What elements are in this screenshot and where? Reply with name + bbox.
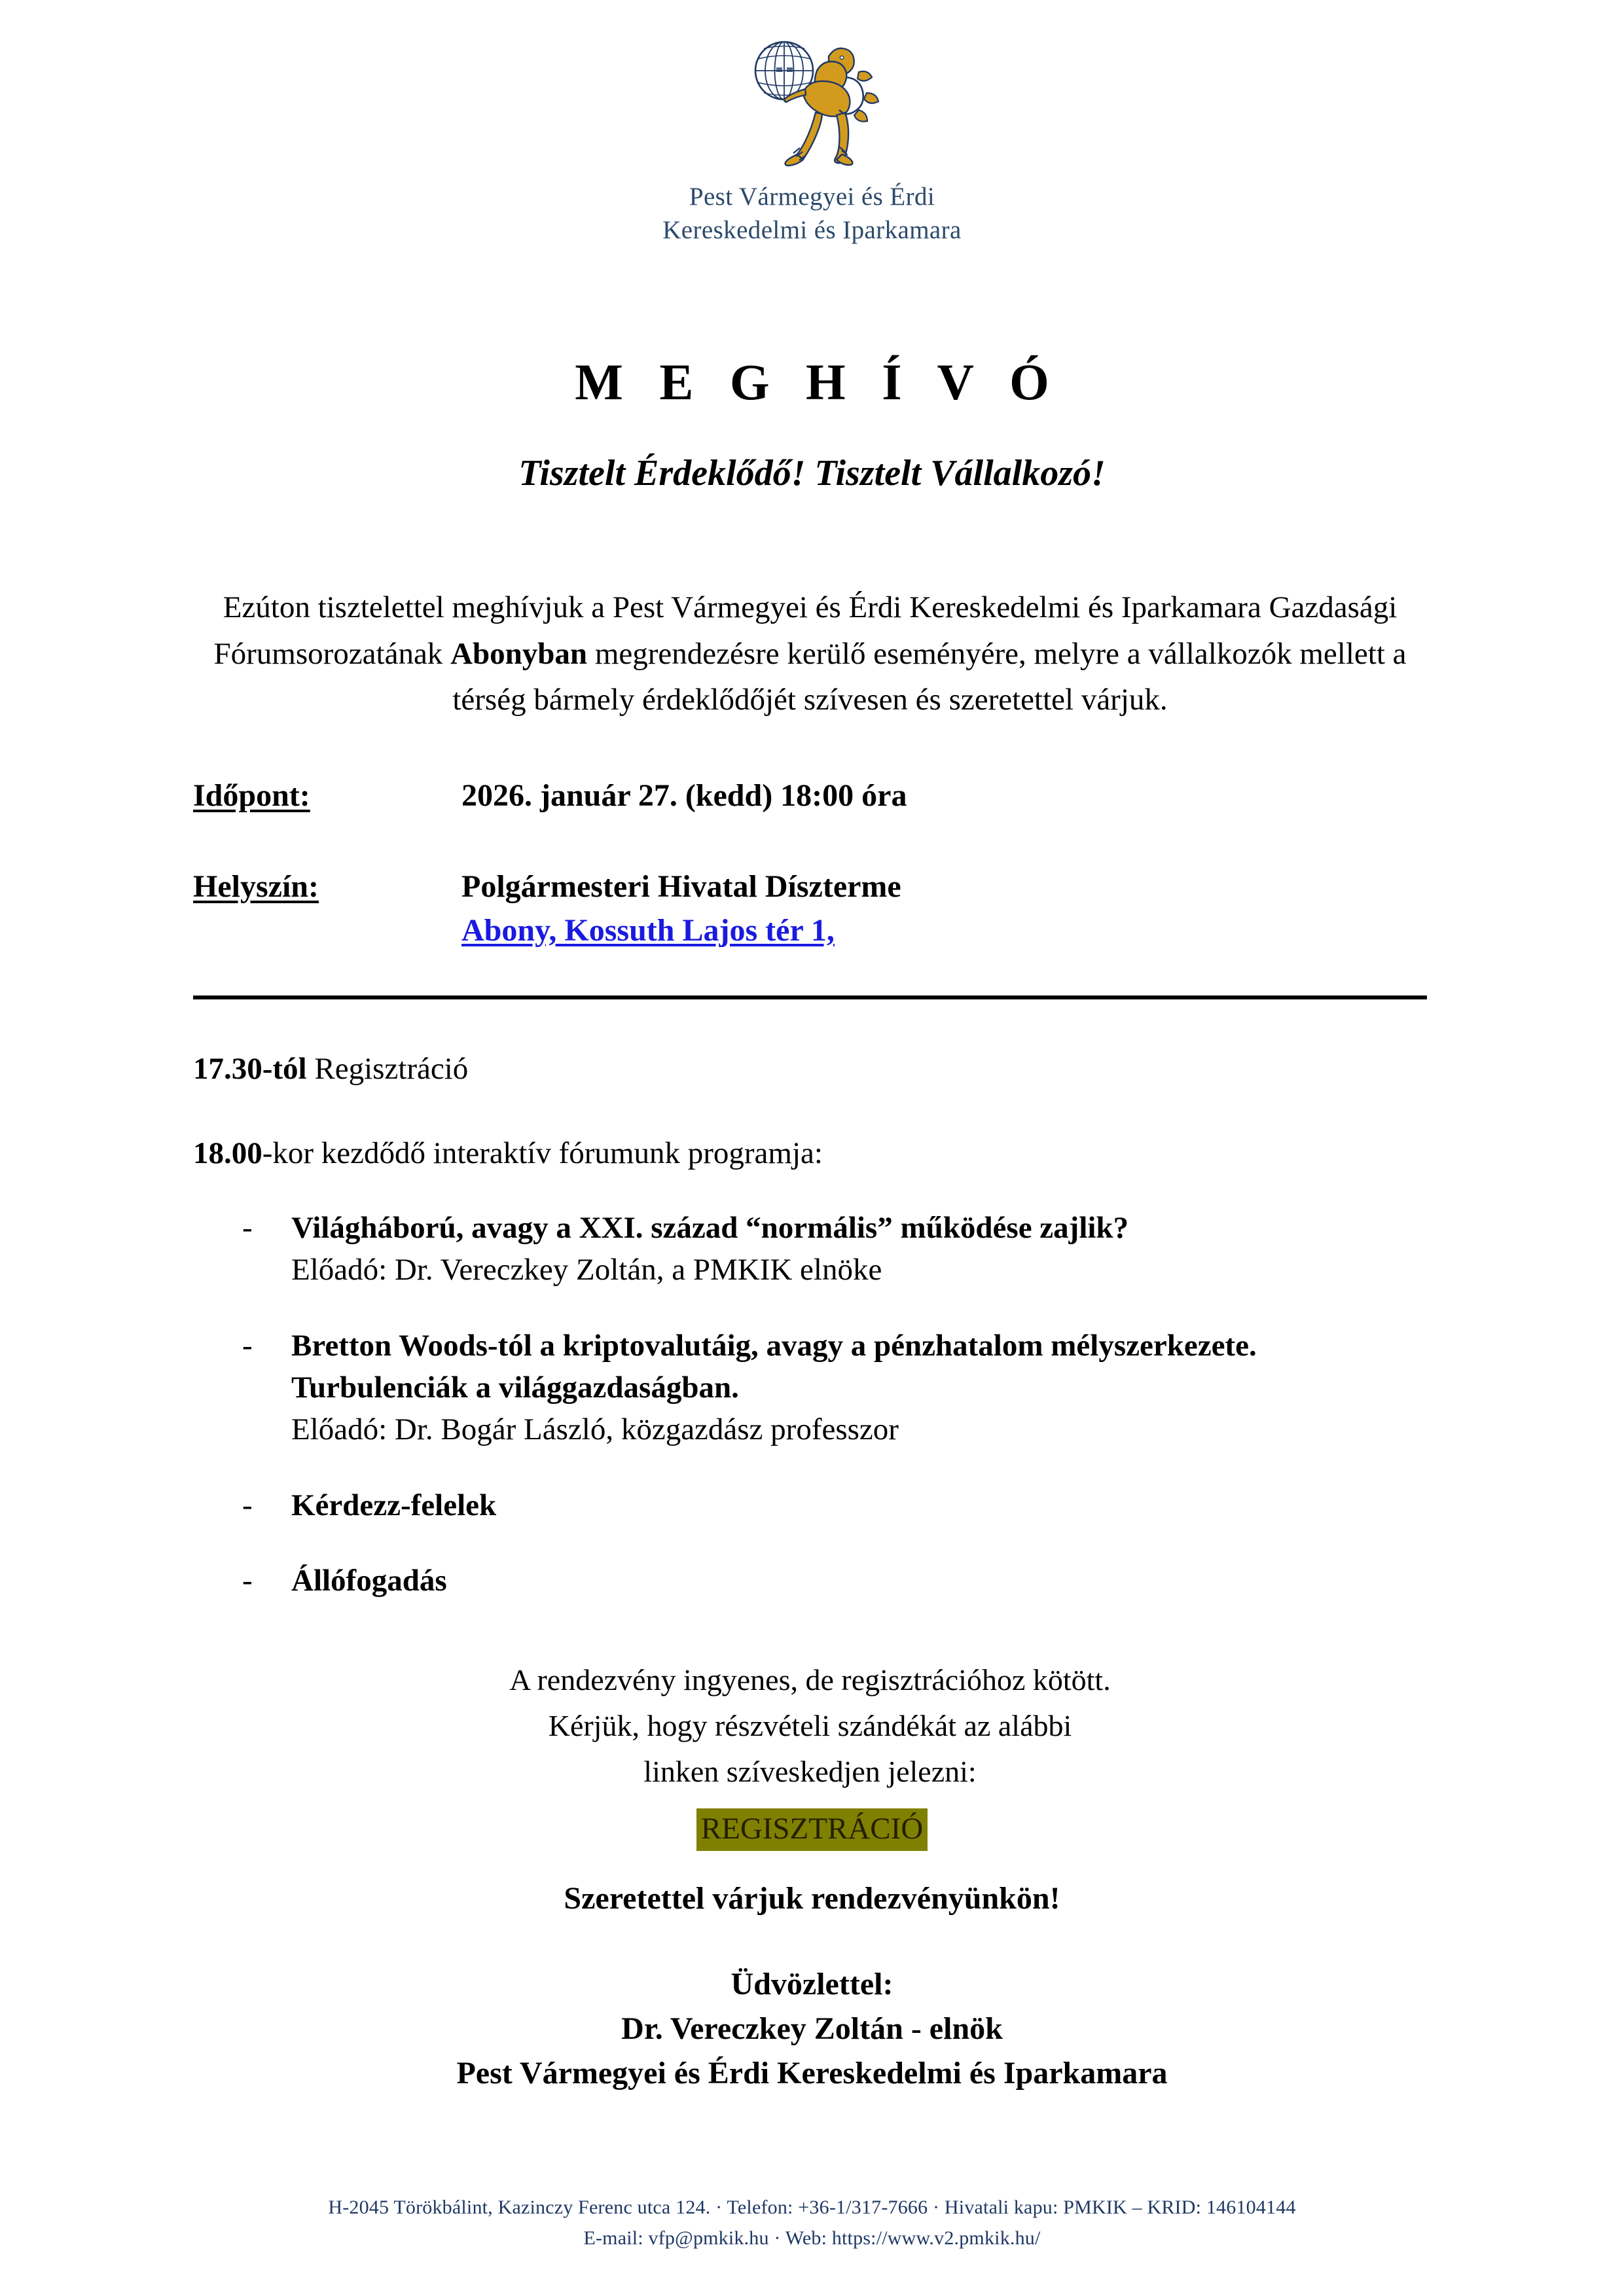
page-subtitle: Tisztelt Érdeklődő! Tisztelt Vállalkozó! — [518, 453, 1106, 493]
closing-line-2: Kérjük, hogy részvételi szándékát az alábbi — [548, 1708, 1072, 1742]
schedule-program-start — [193, 1133, 1427, 1174]
intro-paragraph — [193, 584, 1427, 723]
program-start-text: -kor kezdődő interaktív fórumunk programja: — [262, 1136, 823, 1171]
bullet-dash-icon: - — [242, 1328, 253, 1363]
program-list — [193, 1208, 1427, 1602]
lion-holding-globe-icon — [737, 26, 888, 177]
section-divider — [193, 996, 1427, 999]
closing-line-1: A rendezvény ingyenes, de regisztrációhoz kötött. — [509, 1663, 1111, 1696]
program-item — [193, 1208, 1427, 1291]
farewell-message: Szeretettel várjuk rendezvényünkön! — [564, 1881, 1060, 1916]
program-item-title: Világháború, avagy a XXI. század “normális” működése zajlik? — [291, 1211, 1129, 1245]
registration-text: Regisztráció — [306, 1052, 469, 1086]
program-start-time: 18.00 — [193, 1136, 262, 1171]
detail-row-venue — [193, 865, 1427, 952]
detail-row-date — [193, 774, 1427, 817]
program-item-body — [291, 1485, 1427, 1527]
intro-emphasis-location: Abonyban — [450, 636, 588, 671]
program-item — [193, 1325, 1427, 1451]
date-label: Időpont: — [193, 778, 310, 813]
program-item-body — [291, 1325, 1427, 1451]
venue-name: Polgármesteri Hivatal Díszterme — [461, 869, 901, 905]
schedule-section — [193, 1049, 1427, 1218]
program-item — [193, 1560, 1427, 1602]
registration-link[interactable]: REGISZTRÁCIÓ — [696, 1808, 928, 1851]
intro-text-part2: megrendezésre kerülő eseményére, melyre a vállalkozók mellett a térség bármely érdeklődőjét szívesen és szeretettel várjuk. — [452, 636, 1407, 717]
program-item — [193, 1485, 1427, 1527]
program-item-speaker: Előadó: Dr. Vereczkey Zoltán, a PMKIK elnöke — [291, 1252, 882, 1287]
venue-label: Helyszín: — [193, 869, 319, 905]
signature-block — [0, 1962, 1624, 2096]
program-item-title: Kérdezz-felelek — [291, 1488, 497, 1522]
venue-value — [461, 865, 901, 952]
logo-line-2: Kereskedelmi és Iparkamara — [662, 215, 962, 244]
closing-note — [193, 1657, 1427, 1795]
program-item-speaker: Előadó: Dr. Bogár László, közgazdász professzor — [291, 1412, 899, 1446]
bullet-dash-icon: - — [242, 1488, 253, 1522]
page-footer — [0, 2193, 1624, 2253]
signer-name: Dr. Vereczkey Zoltán - elnök — [621, 2011, 1003, 2047]
program-item-title: Állófogadás — [291, 1564, 447, 1598]
footer-email-web-line: E-mail: vfp@pmkik.hu · Web: https://www.v2.pmkik.hu/ — [583, 2227, 1041, 2249]
signoff-greeting: Üdvözlettel: — [731, 1967, 893, 2001]
logo-line-1: Pest Vármegyei és Érdi — [689, 183, 935, 211]
organization-logo — [0, 26, 1624, 247]
program-item-title: Bretton Woods-tól a kriptovalutáig, avagy a pénzhatalom mélyszerkezete. Turbulenciák a világgazdaságban. — [291, 1328, 1257, 1405]
bullet-dash-icon: - — [242, 1211, 253, 1245]
page-title: M E G H Í V Ó — [575, 353, 1061, 410]
program-item-body — [291, 1560, 1427, 1602]
registration-time: 17.30-tól — [193, 1052, 307, 1086]
signer-organization: Pest Vármegyei és Érdi Kereskedelmi és Iparkamara — [456, 2056, 1168, 2091]
program-item-body — [291, 1208, 1427, 1291]
event-details — [193, 774, 1427, 953]
date-value: 2026. január 27. (kedd) 18:00 óra — [461, 778, 907, 813]
intro-text-part1: Ezúton tisztelettel meghívjuk a Pest Vármegyei és Érdi Kereskedelmi és Iparkamara Gazdasági Fórumsorozatának — [213, 590, 1398, 671]
footer-contact-line: H-2045 Törökbálint, Kazinczy Ferenc utca 124. · Telefon: +36-1/317-7666 · Hivatali kapu: PMKIK – KRID: 146104144 — [328, 2197, 1296, 2218]
closing-line-3: linken szíveskedjen jelezni: — [643, 1754, 977, 1788]
logo-wordmark — [0, 181, 1624, 247]
registration-link-wrapper — [0, 1808, 1624, 1851]
venue-address-link[interactable]: Abony, Kossuth Lajos tér 1, — [461, 913, 835, 948]
schedule-registration — [193, 1049, 1427, 1090]
bullet-dash-icon: - — [242, 1564, 253, 1598]
